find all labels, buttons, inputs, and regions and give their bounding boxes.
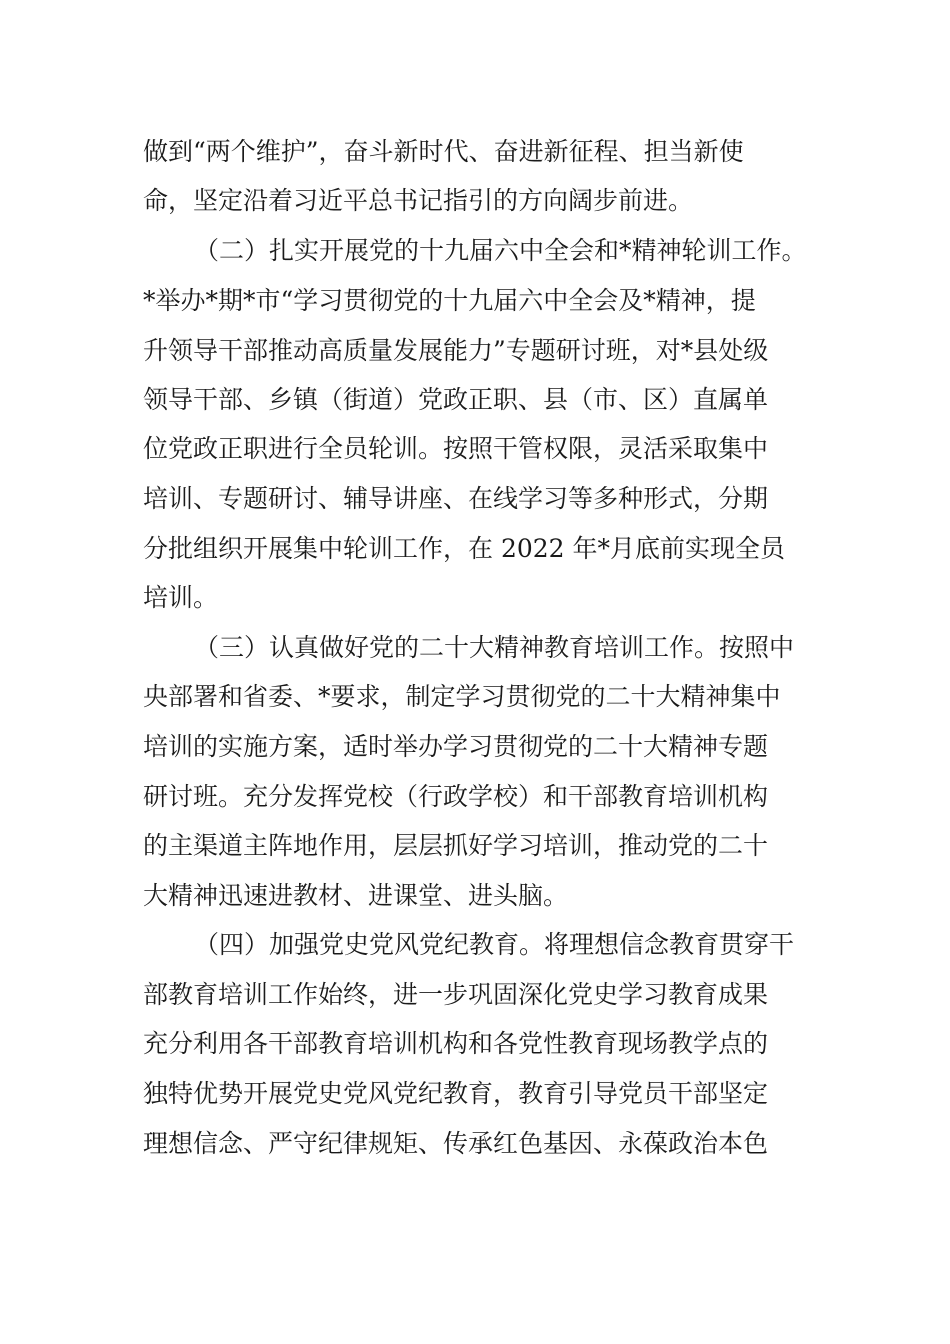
text-line: 央部署和省委、*要求，制定学习贯彻党的二十大精神集中 — [143, 682, 781, 711]
text-line: 做到“两个维护”，奋斗新时代、奋进新征程、担当新使 — [143, 137, 744, 166]
text-line: 命，坚定沿着习近平总书记指引的方向阔步前进。 — [143, 186, 694, 215]
text-line: 理想信念、严守纪律规矩、传承红色基因、永葆政治本色 — [143, 1129, 769, 1158]
section-heading-3: （三）认真做好党的二十大精神教育培训工作。按照中 — [194, 633, 795, 662]
section-heading-4: （四）加强党史党风党纪教育。将理想信念教育贯穿干 — [194, 930, 795, 959]
text-line: 升领导干部推动高质量发展能力”专题研讨班，对*县处级 — [143, 336, 769, 365]
text-line: 大精神迅速进教材、进课堂、进头脑。 — [143, 881, 569, 910]
text-line: 充分利用各干部教育培训机构和各党性教育现场教学点的 — [143, 1029, 769, 1058]
text-line: 研讨班。充分发挥党校（行政学校）和干部教育培训机构 — [143, 782, 769, 811]
text-line: 培训、专题研讨、辅导讲座、在线学习等多种形式，分期 — [143, 484, 769, 513]
text-line: *举办*期*市“学习贯彻党的十九届六中全会及*精神，提 — [143, 286, 756, 315]
text-line: 位党政正职进行全员轮训。按照干管权限，灵活采取集中 — [143, 434, 769, 463]
text-line: 领导干部、乡镇（街道）党政正职、县（市、区）直属单 — [143, 385, 769, 414]
text-line: 分批组织开展集中轮训工作，在 2022 年*月底前实现全员 — [143, 534, 786, 563]
text-line: 部教育培训工作始终，进一步巩固深化党史学习教育成果 — [143, 980, 769, 1009]
section-heading-2: （二）扎实开展党的十九届六中全会和*精神轮训工作。 — [194, 236, 807, 265]
text-line: 独特优势开展党史党风党纪教育，教育引导党员干部坚定 — [143, 1079, 769, 1108]
text-line: 培训。 — [143, 583, 219, 612]
text-line: 的主渠道主阵地作用，层层抓好学习培训，推动党的二十 — [143, 831, 769, 860]
text-line: 培训的实施方案，适时举办学习贯彻党的二十大精神专题 — [143, 732, 769, 761]
